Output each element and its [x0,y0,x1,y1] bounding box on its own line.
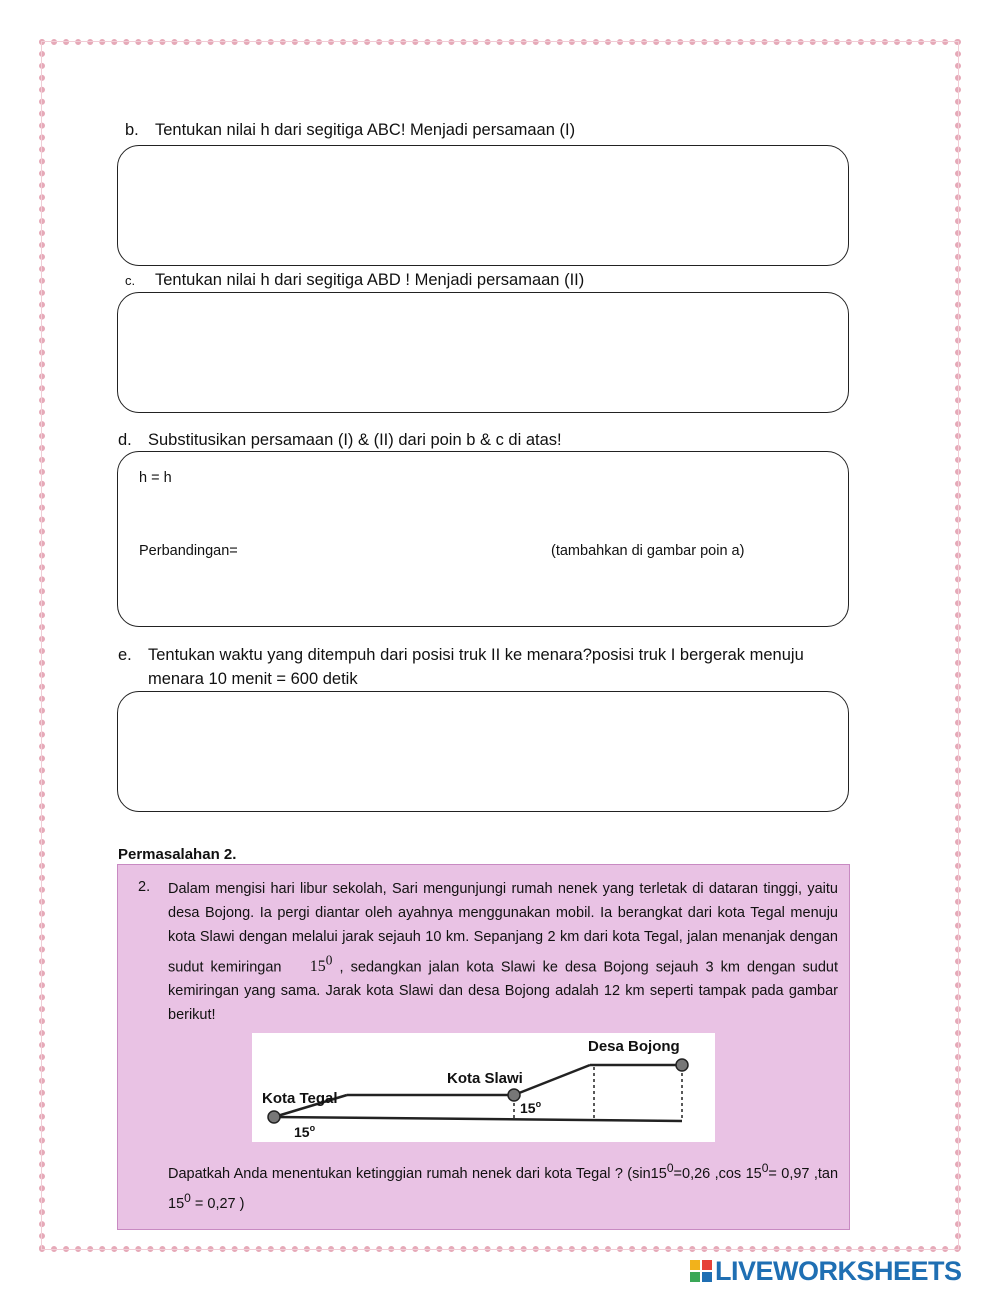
ratio-label: Perbandingan= [139,543,238,559]
problem-number: 2. [138,879,151,895]
point-bojong [676,1059,688,1071]
problem-paragraph [168,877,838,1027]
question-part-e: = 0,27 ) [190,1195,245,1212]
problem-2-box [117,864,850,1230]
equation-h-equals-h: h = h [139,470,172,486]
angle-label-2-base: 15 [520,1100,536,1116]
question-b-text: Tentukan nilai h dari segitiga ABC! Menjadi persamaan (I) [155,121,576,139]
question-part-c: 15 [745,1165,762,1182]
question-b-marker: b. [125,121,139,139]
question-part-d: = 0,97 ,tan 15 [168,1165,839,1212]
question-c-text: Tentukan nilai h dari segitiga ABD ! Menjadi persamaan (II) [155,271,585,289]
road-diagram [252,1033,715,1142]
angle-base: 15 [309,958,326,976]
question-e-marker: e. [118,646,132,664]
point-tegal [268,1111,280,1123]
problem-paragraph-part2: , sedangkan jalan kota Slawi ke desa Bojong sejauh 3 km dengan sudut kemiringan yang sama. Jarak kota Slawi dan desa Bojong adalah 12 km seperti tampak pada gambar berikut! [168,959,838,1024]
question-part-a: Dapatkah Anda menentukan ketinggian rumah nenek dari kota Tegal ? (sin15 [168,1165,667,1182]
angle-label-1-sup: o [309,1123,316,1133]
question-e-text-line2: menara 10 menit = 600 detik [148,670,358,688]
answer-box-b[interactable] [117,145,849,266]
angle-value [309,953,333,976]
question-sup-1: 0 [666,1161,674,1175]
answer-box-c[interactable] [117,292,849,413]
answer-box-e[interactable] [117,691,849,812]
angle-label-1-base: 15 [294,1124,310,1140]
problem-question [168,1156,838,1216]
question-d-text: Substitusikan persamaan (I) & (II) dari poin b & c di atas! [148,431,562,449]
label-bojong: Desa Bojong [588,1038,680,1055]
angle-label-1 [294,1123,316,1140]
problem-paragraph-part1: Dalam mengisi hari libur sekolah, Sari mengunjungi rumah nenek yang terletak di dataran tinggi, yaitu desa Bojong. Ia pergi diantar oleh ayahnya menggunakan mobil. Ia berangkat dari kota Tegal menuju kota Slawi dengan melalui jarak sejauh 10 km. Sepanjang 2 km dari kota Tegal, jalan menanjak dengan sudut kemiringan [168,881,838,976]
question-c-marker: c. [125,273,136,288]
liveworksheets-logo-icon [690,1260,712,1282]
question-c [125,268,584,293]
label-slawi: Kota Slawi [447,1070,523,1087]
question-part-b: =0,26 ,cos [673,1165,742,1182]
question-d-marker: d. [118,431,132,449]
watermark-text: LIVEWORKSHEETS [715,1255,962,1286]
answer-box-d[interactable] [117,451,849,627]
angle-label-2 [520,1099,542,1116]
road-incline-2 [514,1065,590,1095]
road-base-line [274,1117,682,1121]
question-d [118,428,562,452]
question-e-line2 [148,667,358,691]
question-b [125,118,575,142]
problem-2-title: Permasalahan 2. [118,846,237,863]
label-tegal: Kota Tegal [262,1090,338,1107]
point-slawi [508,1089,520,1101]
liveworksheets-watermark[interactable] [690,1256,962,1286]
ratio-hint: (tambahkan di gambar poin a) [551,543,745,559]
question-e [118,643,804,667]
question-sup-2: 0 [761,1161,769,1175]
angle-sup: 0 [325,953,333,968]
angle-label-2-sup: o [535,1099,542,1109]
question-e-text-line1: Tentukan waktu yang ditempuh dari posisi truk II ke menara?posisi truk I bergerak menuju [148,646,804,664]
question-sup-3: 0 [184,1190,191,1205]
